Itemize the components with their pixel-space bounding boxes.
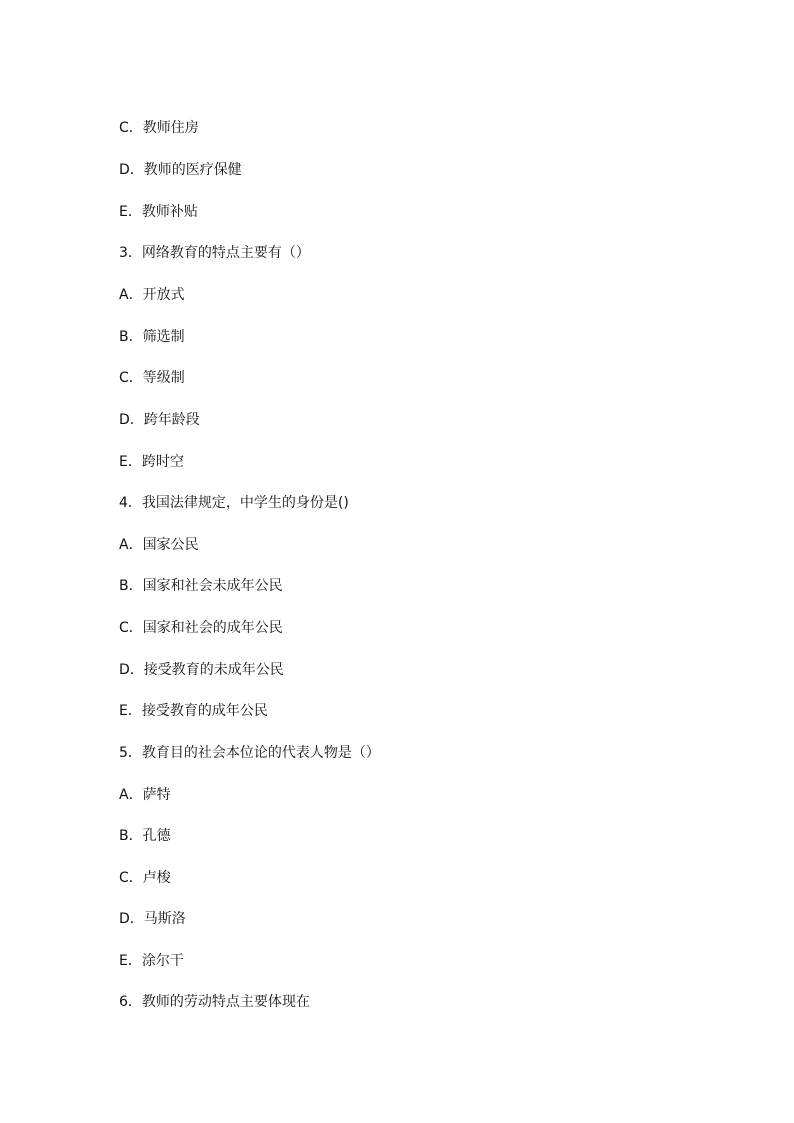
option-d-teacher-healthcare: D．教师的医疗保健 <box>119 162 242 178</box>
question-5: 5．教育目的社会本位论的代表人物是（） <box>119 745 380 761</box>
q5-option-d: D．马斯洛 <box>119 911 186 927</box>
q3-option-c: C．等级制 <box>119 370 185 386</box>
q5-option-a: A．萨特 <box>119 787 171 803</box>
q3-option-a: A．开放式 <box>119 287 185 303</box>
q4-option-c: C．国家和社会的成年公民 <box>119 620 283 636</box>
question-6: 6．教师的劳动特点主要体现在 <box>119 994 310 1010</box>
question-3: 3．网络教育的特点主要有（） <box>119 245 310 261</box>
q4-option-e: E．接受教育的成年公民 <box>119 703 268 719</box>
q4-option-a: A．国家公民 <box>119 537 199 553</box>
q4-option-d: D．接受教育的未成年公民 <box>119 662 284 678</box>
q5-option-b: B．孔德 <box>119 828 171 844</box>
option-e-teacher-subsidy: E．教师补贴 <box>119 204 198 220</box>
q5-option-e: E．涂尔干 <box>119 953 184 969</box>
q3-option-b: B．筛选制 <box>119 329 185 345</box>
q3-option-d: D．跨年龄段 <box>119 412 200 428</box>
question-4: 4．我国法律规定，中学生的身份是() <box>119 495 349 511</box>
q5-option-c: C．卢梭 <box>119 870 171 886</box>
option-c-teacher-housing: C．教师住房 <box>119 120 199 136</box>
q3-option-e: E．跨时空 <box>119 454 184 470</box>
q4-option-b: B．国家和社会未成年公民 <box>119 578 283 594</box>
